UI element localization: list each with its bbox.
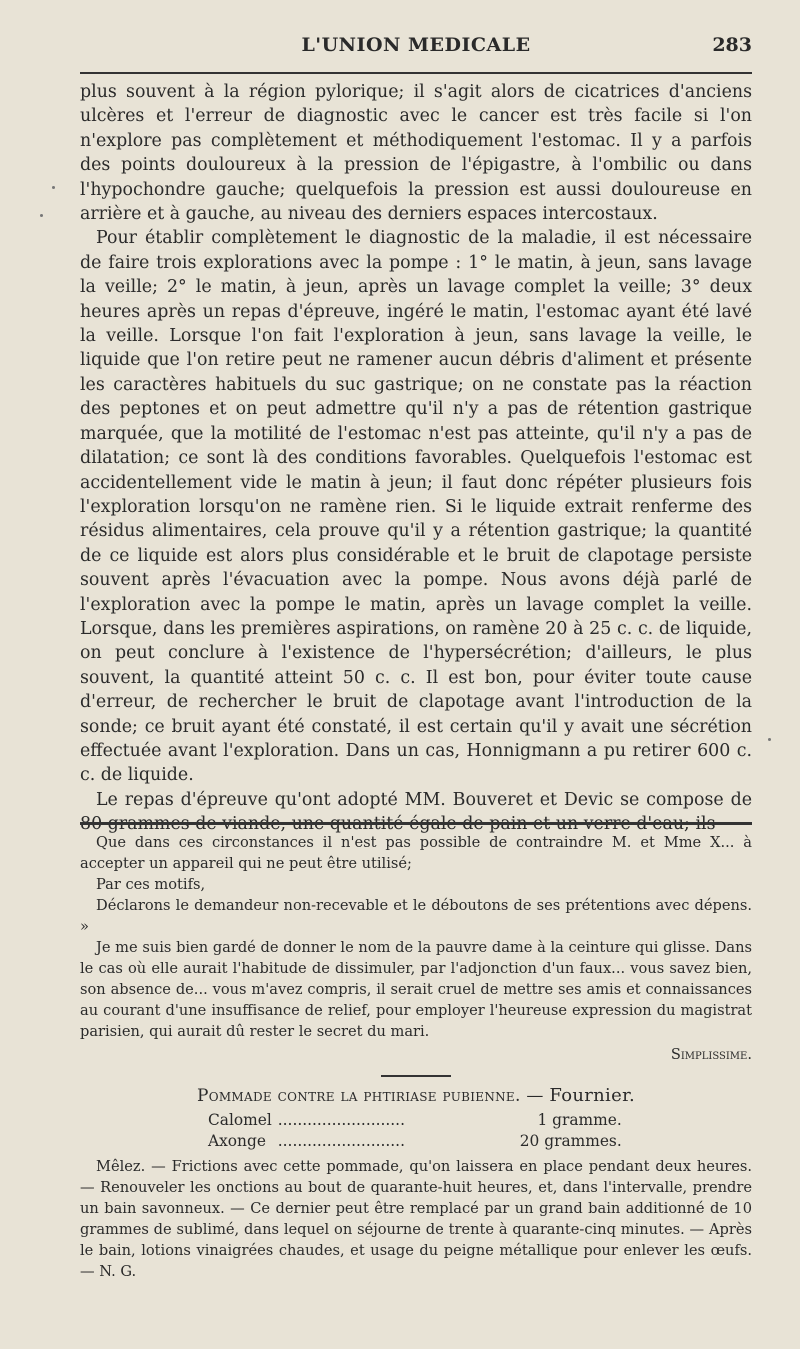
margin-speck bbox=[768, 738, 771, 741]
journal-title: L'UNION MEDICALE bbox=[301, 34, 531, 56]
formula-title: Pommade contre la phtiriase pubienne. — bbox=[196, 1086, 544, 1106]
formula-author: Fournier. bbox=[549, 1085, 636, 1106]
formula-instructions: Mêlez. — Frictions avec cette pommade, qu'on laissera en place pendant deux heures. — Renouveler les onctions au bout de quarante-huit heures, et, dans l'intervalle, prendre un bain savonneux. — Ce dernier peut être remplacé par un grand bain additionné de 10 grammes de sublimé, dans lequel on séjourne de trente à quarante-cinq minutes. — Après le bain, lotions vinaigrées chaudes, et usage du peigne métallique pour enlever les œufs. — N. G. bbox=[80, 1158, 752, 1280]
section-divider bbox=[80, 822, 752, 825]
main-article-text bbox=[80, 80, 752, 837]
margin-speck bbox=[52, 186, 55, 189]
ingredient-quantity: 20 grammes. bbox=[519, 1132, 622, 1150]
short-divider bbox=[381, 1075, 451, 1077]
ingredient-name: Calomel bbox=[208, 1111, 272, 1129]
paragraph: plus souvent à la région pylorique; il s'agit alors de cicatrices d'anciens ulcères et l'erreur de diagnostic avec le cancer est très facile si l'on n'explore pas complètement et méthodiquement l'estomac. Il y a parfois des points douloureux à la pression de l'épigastre, à l'ombilic ou dans l'hypochondre gauche; quelquefois la pression est aussi douloureuse en arrière et à gauche, au niveau des derniers espaces intercostaux. bbox=[80, 82, 752, 225]
ingredient-row bbox=[208, 1131, 628, 1152]
paragraph: Le repas d'épreuve qu'ont adopté MM. Bouveret et Devic se compose de 80 grammes de viande, une quantité égale de pain et un verre d'eau; ils bbox=[80, 789, 752, 835]
leader-dots: .......................... bbox=[277, 1111, 405, 1129]
lower-section bbox=[80, 832, 752, 1282]
ingredient-name: Axonge bbox=[208, 1132, 266, 1150]
ingredient-row bbox=[208, 1110, 628, 1131]
running-header bbox=[80, 34, 752, 58]
note-paragraph: Que dans ces circonstances il n'est pas possible de contraindre M. et Mme X... à accepter un appareil qui ne peut être utilisé; bbox=[80, 834, 752, 872]
margin-speck bbox=[40, 214, 43, 217]
formula-heading bbox=[80, 1085, 752, 1107]
signature: Simplissime. bbox=[670, 1046, 752, 1063]
note-paragraph: Par ces motifs, bbox=[96, 876, 206, 893]
leader-dots: .......................... bbox=[277, 1132, 405, 1150]
page-number: 283 bbox=[712, 34, 752, 56]
paragraph: Pour établir complètement le diagnostic de la maladie, il est nécessaire de faire trois explorations avec la pompe : 1° le matin, à jeun, sans lavage la veille; 2° le matin, à jeun, après un lavage complet la veille; 3° deux heures après un repas d'épreuve, ingéré le matin, l'estomac ayant été lavé la veille. Lorsque l'on fait l'exploration à jeun, sans lavage la veille, le liquide que l'on retire peut ne ramener aucun débris d'aliment et présente les caractères habituels du suc gastrique; on ne constate pas la réaction des peptones et on peut admettre qu'il n'y a pas de rétention gastrique marquée, que la motilité de l'estomac n'est pas atteinte, qu'il n'y a pas de dilatation; ce sont là des conditions favorables. Quelquefois l'estomac est accidentellement vide le matin à jeun; il faut donc répéter plusieurs fois l'exploration lorsqu'on ne ramène rien. Si le liquide extrait renferme des résidus alimentaires, cela prouve qu'il y a rétention gastrique; la quantité de ce liquide est alors plus considérable et le bruit de clapotage persiste souvent après l'évacuation avec la pompe. Nous avons déjà parlé de l'exploration avec la pompe le matin, après un lavage complet la veille. Lorsque, dans les premières aspirations, on ramène 20 à 25 c. c. de liquide, on peut conclure à l'existence de l'hypersécrétion; d'ailleurs, le plus souvent, la quantité atteint 50 c. c. Il est bon, pour éviter toute cause d'erreur, de rechercher le bruit de clapotage avant l'introduction de la sonde; ce bruit ayant été constaté, il est certain qu'il y avait une sécrétion effectuée avant l'exploration. Dans un cas, Honnigmann a pu retirer 600 c. c. de liquide. bbox=[80, 228, 752, 786]
header-rule bbox=[80, 72, 752, 74]
note-paragraph: Je me suis bien gardé de donner le nom de la pauvre dame à la ceinture qui glisse. Dans le cas où elle aurait l'habitude de dissimuler, par l'adjonction d'un faux... vous savez bien, son absence de... vous m'avez compris, il serait cruel de mettre ses amis et connaissances au courant d'une insuffisance de relief, pour employer l'heureuse expression du magistrat parisien, qui aurait dû rester le secret du mari. bbox=[80, 939, 752, 1040]
note-paragraph: Déclarons le demandeur non-recevable et le déboutons de ses prétentions avec dépens. » bbox=[80, 897, 752, 935]
ingredient-list bbox=[208, 1110, 628, 1152]
ingredient-quantity: 1 gramme. bbox=[537, 1111, 622, 1129]
